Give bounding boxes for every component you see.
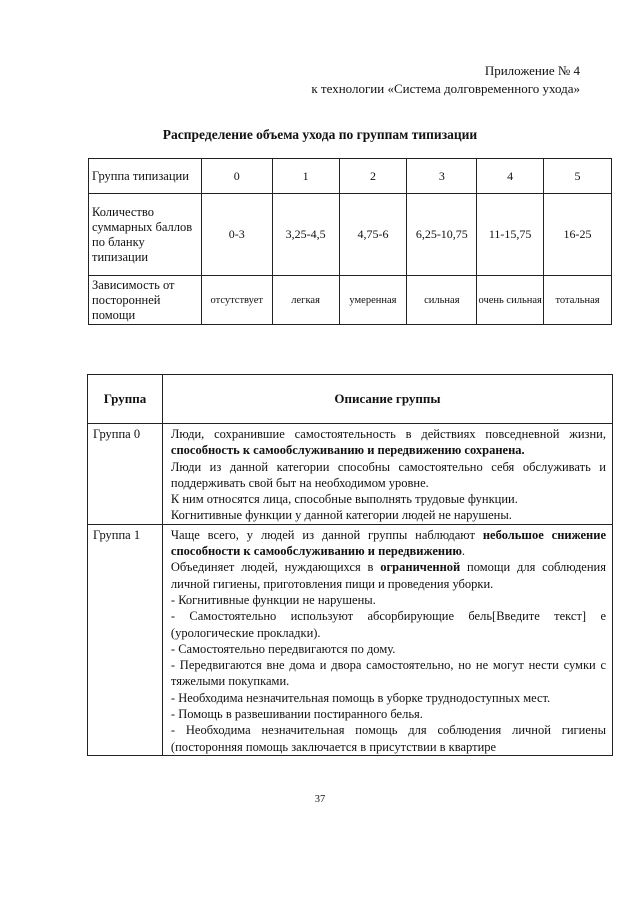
list-item: - Самостоятельно передвигаются по дому.: [170, 641, 396, 656]
paragraph: Объединяет людей, нуждающихся в ограниченной помощи для соблюдения личной гигиены, приготовления пищи и проведения уборки.: [170, 560, 606, 591]
points-cell: 16-25: [544, 194, 612, 276]
typization-table: [88, 158, 612, 325]
column-header-description: Описание группы: [162, 375, 612, 424]
appendix-header: [311, 62, 580, 98]
points-cell: 3,25-4,5: [272, 194, 339, 276]
list-item: - Передвигаются вне дома и двора самостоятельно, но не могут нести сумки с тяжелыми покупками.: [170, 658, 606, 689]
points-cell: 6,25-10,75: [407, 194, 477, 276]
group-name: Группа 1: [88, 524, 163, 755]
paragraph: Люди из данной категории способны самостоятельно себя обслуживать и поддерживать свой быт на необходимом уровне.: [170, 459, 606, 490]
group-description: [162, 424, 612, 525]
list-item: - Помощь в развешивании постиранного белья.: [170, 707, 423, 722]
column-header-group: Группа: [88, 375, 163, 424]
list-item: - Необходима незначительная помощь для соблюдения личной гигиены (посторонняя помощь заключается в присутствии в квартире: [170, 723, 606, 754]
table-header-row: [88, 375, 613, 424]
dependency-cell: тотальная: [544, 276, 612, 325]
table-row: [88, 424, 613, 525]
row-header-group: Группа типизации: [89, 159, 202, 194]
dependency-cell: отсутствует: [201, 276, 272, 325]
group-cell: 2: [339, 159, 407, 194]
list-item: - Необходима незначительная помощь в уборке труднодоступных мест.: [170, 690, 551, 705]
dependency-cell: умеренная: [339, 276, 407, 325]
paragraph: Чаще всего, у людей из данной группы наблюдают небольшое снижение способности к самообслуживанию и передвижению.: [170, 527, 607, 559]
group-cell: 3: [407, 159, 477, 194]
row-header-dependency: Зависимость от посторонней помощи: [89, 276, 202, 325]
row-header-points: Количество суммарных баллов по бланку типизации: [89, 194, 202, 276]
points-cell: 4,75-6: [339, 194, 407, 276]
page-number: 37: [314, 794, 326, 805]
dependency-cell: сильная: [407, 276, 477, 325]
table-row: [89, 159, 612, 194]
paragraph: Люди, сохранившие самостоятельность в действиях повседневной жизни, способность к самообслуживанию и передвижению сохранена.: [170, 427, 606, 458]
group-description: [162, 524, 612, 755]
dependency-cell: очень сильная: [477, 276, 544, 325]
paragraph: Когнитивные функции у данной категории людей не нарушены.: [170, 508, 512, 523]
paragraph: К ним относятся лица, способные выполнять трудовые функции.: [170, 492, 518, 507]
list-item: - Самостоятельно используют абсорбирующие бель[Введите текст] е (урологические прокладки).: [170, 609, 606, 640]
points-cell: 0-3: [201, 194, 272, 276]
points-cell: 11-15,75: [477, 194, 544, 276]
group-cell: 1: [272, 159, 339, 194]
group-cell: 5: [544, 159, 612, 194]
list-item: - Когнитивные функции не нарушены.: [170, 592, 376, 607]
table-row: [89, 276, 612, 325]
group-description-table: [87, 374, 613, 756]
dependency-cell: легкая: [272, 276, 339, 325]
group-name: Группа 0: [88, 424, 163, 525]
table-row: [88, 524, 613, 755]
appendix-number: Приложение № 4: [484, 63, 580, 78]
group-cell: 0: [201, 159, 272, 194]
page-title: Распределение объема ухода по группам типизации: [162, 127, 478, 142]
table-row: [89, 194, 612, 276]
group-cell: 4: [477, 159, 544, 194]
appendix-reference: к технологии «Система долговременного ухода»: [311, 81, 580, 96]
